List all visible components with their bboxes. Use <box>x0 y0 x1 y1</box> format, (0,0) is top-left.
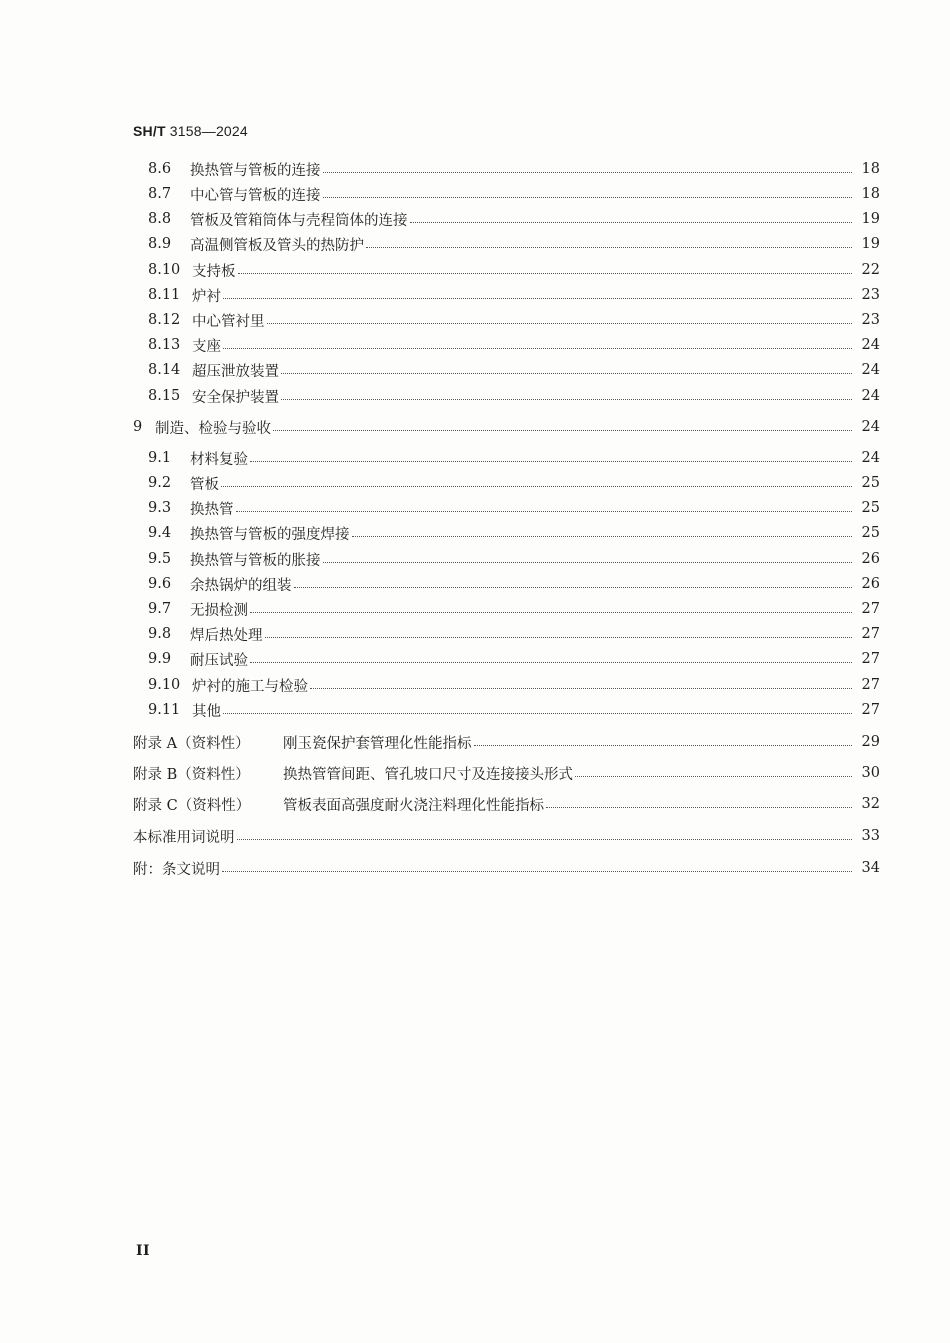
toc-entry-page: 24 <box>861 419 880 435</box>
toc-entry-title: 换热管与管板的连接 <box>190 162 321 179</box>
toc-entry[interactable] <box>0 472 950 494</box>
toc-entry-title: 高温侧管板及管头的热防护 <box>190 237 364 254</box>
toc-entry-title: 支座 <box>192 338 221 355</box>
toc-entry[interactable] <box>0 183 950 205</box>
dot-leader <box>366 246 852 248</box>
toc-entry-title: 管板及管箱筒体与壳程筒体的连接 <box>190 212 408 229</box>
dot-leader <box>273 429 852 431</box>
toc-entry-title: 超压泄放装置 <box>192 363 279 380</box>
toc-entry-page: 23 <box>861 287 880 303</box>
toc-entry-number: 8.12 <box>148 312 181 328</box>
toc-entry-title: 中心管与管板的连接 <box>190 187 321 204</box>
dot-leader <box>250 460 852 462</box>
toc-entry-number: 9.1 <box>148 450 172 466</box>
toc-entry[interactable] <box>0 699 950 721</box>
toc-entry-number: 9.10 <box>148 677 181 693</box>
toc-entry-page: 33 <box>861 828 880 844</box>
toc-entry-number: 附录 A（资料性） <box>133 735 250 752</box>
toc-entry[interactable] <box>0 598 950 620</box>
page-number: II <box>136 1243 151 1259</box>
toc-entry-number: 附录 B（资料性） <box>133 766 250 783</box>
toc-entry[interactable] <box>0 648 950 670</box>
toc-entry-title: 换热管管间距、管孔坡口尺寸及连接接头形式 <box>283 766 573 783</box>
dot-leader <box>323 561 853 563</box>
dot-leader <box>223 712 852 714</box>
toc-entry-number: 9.7 <box>148 601 172 617</box>
toc-entry-title: 安全保护装置 <box>192 389 279 406</box>
toc-entry-number: 附录 C（资料性） <box>133 797 251 814</box>
toc-entry-number: 9.8 <box>148 626 172 642</box>
toc-entry-title: 焊后热处理 <box>190 627 263 644</box>
toc-entry-number: 8.13 <box>148 337 181 353</box>
dot-leader <box>223 297 852 299</box>
dot-leader <box>223 347 852 349</box>
toc-entry-page: 25 <box>861 500 880 516</box>
dot-leader <box>575 775 852 777</box>
dot-leader <box>237 838 853 840</box>
toc-entry-number: 9.9 <box>148 651 172 667</box>
dot-leader <box>250 661 852 663</box>
toc-entry-page: 25 <box>861 525 880 541</box>
toc-entry[interactable] <box>0 548 950 570</box>
toc-entry[interactable] <box>0 158 950 180</box>
toc-entry[interactable] <box>0 497 950 519</box>
toc-entry[interactable] <box>0 359 950 381</box>
toc-entry-title: 换热管与管板的强度焊接 <box>190 526 350 543</box>
toc-entry-page: 26 <box>861 576 880 592</box>
toc-entry-number: 9.3 <box>148 500 172 516</box>
toc-entry-number: 8.6 <box>148 161 172 177</box>
toc-entry[interactable] <box>0 416 950 438</box>
dot-leader <box>410 221 853 223</box>
standard-code: SH/T <box>133 123 166 139</box>
toc-entry[interactable] <box>0 762 950 784</box>
dot-leader <box>281 372 852 374</box>
dot-leader <box>250 611 852 613</box>
dot-leader <box>474 744 853 746</box>
toc-entry-page: 19 <box>861 211 880 227</box>
toc-entry-title: 炉衬的施工与检验 <box>192 678 308 695</box>
toc-entry-title: 管板表面高强度耐火浇注料理化性能指标 <box>283 797 544 814</box>
toc-entry-page: 29 <box>861 734 880 750</box>
toc-entry[interactable] <box>0 385 950 407</box>
page-header <box>133 123 248 139</box>
dot-leader <box>294 586 853 588</box>
toc-entry-page: 27 <box>861 651 880 667</box>
toc-entry-number: 8.9 <box>148 236 172 252</box>
toc-entry-page: 32 <box>861 796 880 812</box>
dot-leader <box>281 398 852 400</box>
toc-entry[interactable] <box>0 623 950 645</box>
toc-entry-title: 材料复验 <box>190 451 248 468</box>
dot-leader <box>323 196 853 198</box>
toc-entry-page: 26 <box>861 551 880 567</box>
toc-entry[interactable] <box>0 309 950 331</box>
toc-entry[interactable] <box>0 793 950 815</box>
toc-entry-page: 24 <box>861 388 880 404</box>
toc-entry-page: 34 <box>861 860 880 876</box>
toc-entry[interactable] <box>0 522 950 544</box>
toc-entry-title: 刚玉瓷保护套管理化性能指标 <box>283 735 472 752</box>
toc-entry-number: 8.15 <box>148 388 181 404</box>
toc-entry-page: 30 <box>861 765 880 781</box>
toc-entry-page: 19 <box>861 236 880 252</box>
toc-entry-number: 9.5 <box>148 551 172 567</box>
toc-entry[interactable] <box>0 208 950 230</box>
dot-leader <box>352 535 853 537</box>
toc-entry-title: 本标准用词说明 <box>133 829 235 846</box>
toc-entry[interactable] <box>0 825 950 847</box>
toc-entry[interactable] <box>0 233 950 255</box>
toc-entry-page: 27 <box>861 677 880 693</box>
toc-entry-number: 8.11 <box>148 287 181 303</box>
toc-entry-page: 24 <box>861 337 880 353</box>
toc-entry-title: 无损检测 <box>190 602 248 619</box>
dot-leader <box>546 806 852 808</box>
toc-entry[interactable] <box>0 731 950 753</box>
toc-entry-number: 9.4 <box>148 525 172 541</box>
toc-entry-title: 附：条文说明 <box>133 861 220 878</box>
toc-entry-title: 制造、检验与验收 <box>155 420 271 437</box>
toc-entry-title: 中心管衬里 <box>192 313 265 330</box>
toc-entry[interactable] <box>0 573 950 595</box>
toc-entry-page: 18 <box>861 186 880 202</box>
dot-leader <box>310 687 852 689</box>
toc-entry-page: 27 <box>861 702 880 718</box>
toc-entry-title: 其他 <box>192 703 221 720</box>
dot-leader <box>221 485 852 487</box>
toc-entry-number: 8.14 <box>148 362 181 378</box>
dot-leader <box>236 510 853 512</box>
toc-entry[interactable] <box>0 259 950 281</box>
toc-entry-number: 8.10 <box>148 262 181 278</box>
toc-entry-number: 9 <box>133 419 143 435</box>
toc-entry[interactable] <box>0 334 950 356</box>
toc-entry-page: 23 <box>861 312 880 328</box>
toc-entry-title: 余热锅炉的组装 <box>190 577 292 594</box>
standard-number: 3158—2024 <box>169 123 248 139</box>
toc-entry-page: 27 <box>861 626 880 642</box>
toc-entry-page: 25 <box>861 475 880 491</box>
toc-entry-page: 22 <box>861 262 880 278</box>
dot-leader <box>222 870 852 872</box>
dot-leader <box>323 171 853 173</box>
toc-entry-number: 9.11 <box>148 702 181 718</box>
toc-entry[interactable] <box>0 857 950 879</box>
toc-entry-title: 耐压试验 <box>190 652 248 669</box>
toc-entry[interactable] <box>0 447 950 469</box>
toc-entry-title: 支持板 <box>192 263 236 280</box>
dot-leader <box>238 272 853 274</box>
toc-entry-title: 炉衬 <box>192 288 221 305</box>
dot-leader <box>267 322 853 324</box>
toc-entry-page: 24 <box>861 362 880 378</box>
toc-entry-number: 9.2 <box>148 475 172 491</box>
toc-entry-number: 8.7 <box>148 186 172 202</box>
toc-entry-number: 8.8 <box>148 211 172 227</box>
toc-entry-page: 24 <box>861 450 880 466</box>
toc-entry-title: 管板 <box>190 476 219 493</box>
toc-entry-title: 换热管与管板的胀接 <box>190 552 321 569</box>
toc-entry[interactable] <box>0 284 950 306</box>
toc-entry-number: 9.6 <box>148 576 172 592</box>
dot-leader <box>265 636 853 638</box>
toc-entry[interactable] <box>0 674 950 696</box>
toc-entry-page: 27 <box>861 601 880 617</box>
toc-entry-page: 18 <box>861 161 880 177</box>
toc-entry-title: 换热管 <box>190 501 234 518</box>
